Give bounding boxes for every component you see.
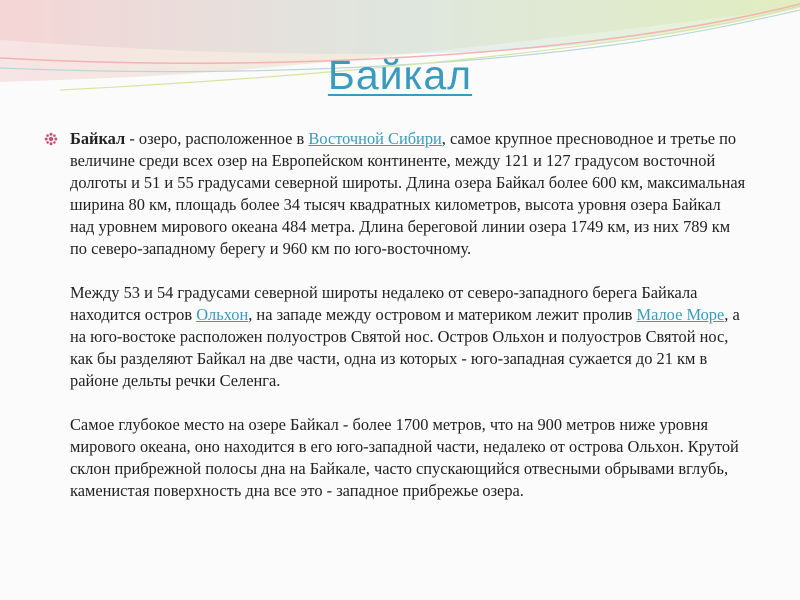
link-east-siberia[interactable]: Восточной Сибири: [308, 129, 442, 148]
paragraph-depth: [70, 414, 746, 502]
text-span: , на западе между островом и материком лежит пролив: [248, 305, 637, 324]
slide-body: [70, 128, 746, 502]
slide-title: Байкал: [327, 52, 473, 98]
link-maloe-more[interactable]: Малое Море: [636, 305, 725, 324]
text-span: Самое глубокое место на озере Байкал - более 1700 метров, что на 900 метров ниже уровня мирового океана, оно находится в его юго-западной части, недалеко от острова Ольхон. Крутой склон прибрежной полосы дна на Байкале, часто спускающийся отвесными обрывами вглубь, каменистая поверхность дна все это - западное прибрежье озера.: [70, 415, 739, 500]
link-olkhon[interactable]: Ольхон: [196, 305, 249, 324]
bullet-icon: [44, 132, 58, 146]
text-span: Между 53 и 54 градусами северной широты недалеко от северо-западного берега Байкала находится остров: [70, 283, 698, 324]
paragraph-olkhon: [70, 282, 746, 392]
bold-term: Байкал: [70, 129, 126, 148]
text-span: , самое крупное пресноводное и третье по величине среди всех озер на Европейском континенте, между 121 и 127 градусом восточной долготы и 51 и 55 градусами северной широты. Длина озера Байкал более 600 км, максимальная ширина 80 км, площадь более 34 тысяч квадратных километров, высота уровня озера Байкал над уровнем мирового океана 484 метра. Длина береговой линии озера 1749 км, из них 789 км по северо-западному берегу и 960 км по юго-восточному.: [70, 129, 746, 258]
text-span: - озеро, расположенное в: [125, 129, 309, 148]
text-span: , а на юго-востоке расположен полуостров Святой нос. Остров Ольхон и полуостров Святой нос, как бы разделяют Байкал на две части, одна из которых - юго-западная сужается до 21 км в районе дельты речки Селенга.: [70, 305, 740, 390]
paragraph-intro: [70, 128, 746, 260]
